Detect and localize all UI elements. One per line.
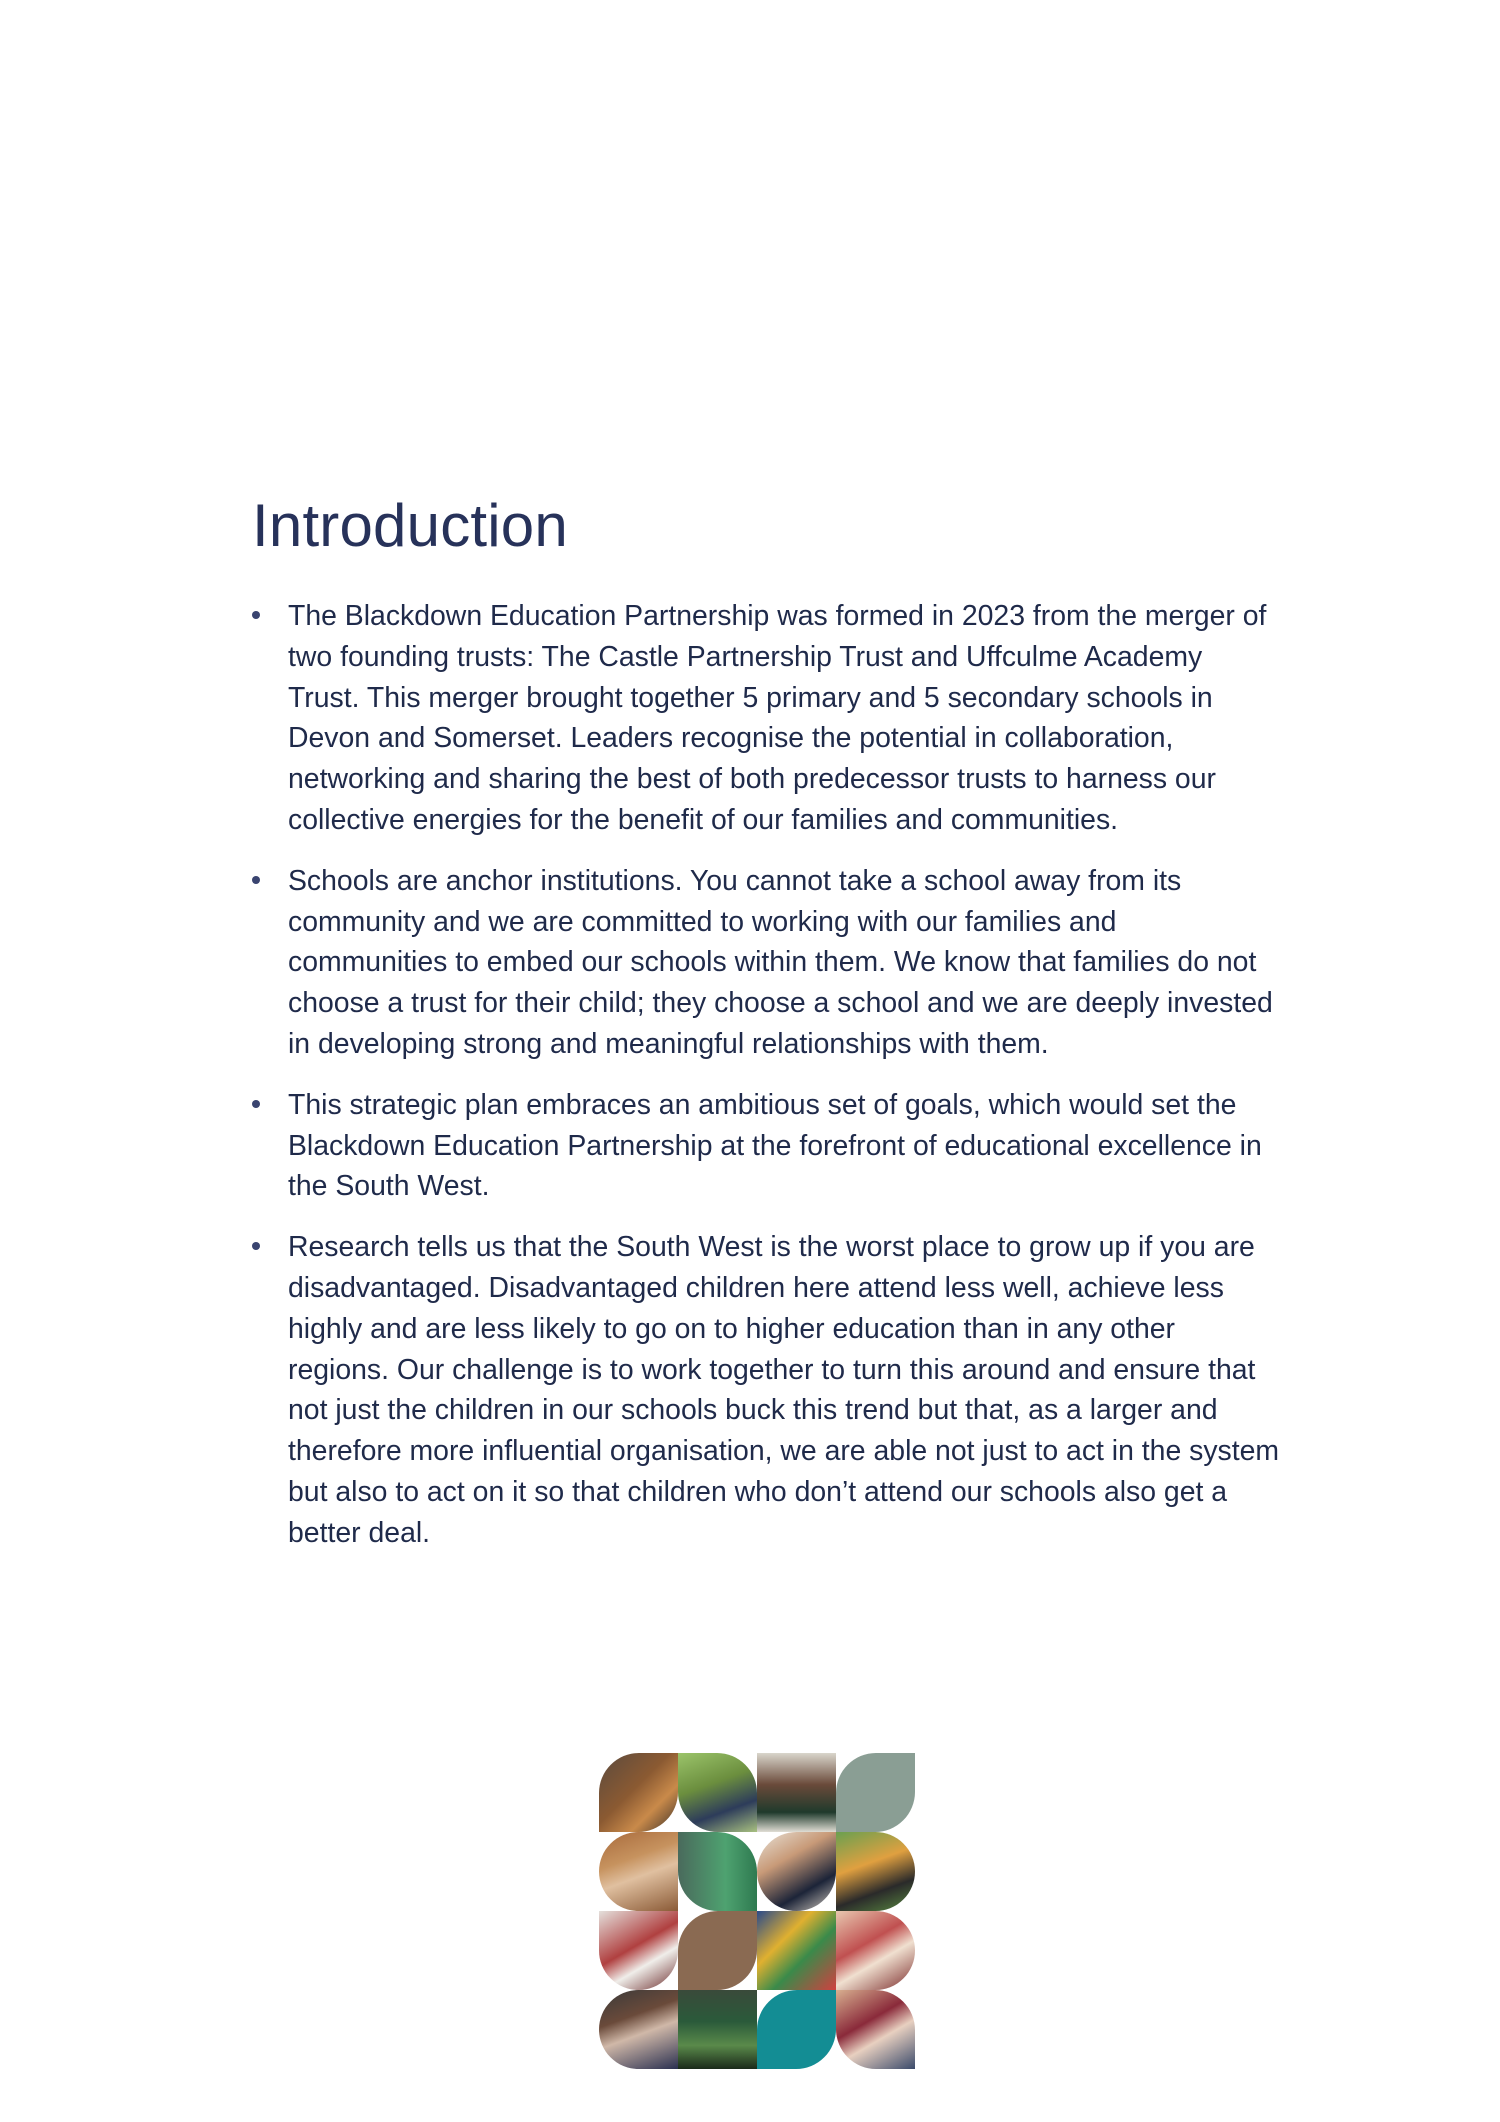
bullet-icon [252, 611, 260, 619]
photo-mosaic-logo [599, 1753, 915, 2069]
bullet-icon [252, 1242, 260, 1250]
tile-group-smiling-photo [836, 1990, 915, 2069]
tile-brown [678, 1911, 757, 1990]
list-item-text: The Blackdown Education Partnership was formed in 2023 from the merger of two founding trusts: The Castle Partnership Trust and Uffculme Academy Trust. This merger brought together 5 primary and 5 secondary schools in Devon and Somerset. Leaders recognise the potential in collaboration, networking and sharing the best of both predecessor trusts to harness our collective energies for the benefit of our families and communities. [288, 600, 1267, 836]
tile-children-reading-photo [836, 1911, 915, 1990]
list-item-text: This strategic plan embraces an ambitious set of goals, which would set the Blackdown Education Partnership at the forefront of educational excellence in the South West. [288, 1088, 1262, 1203]
bullet-icon [252, 1100, 260, 1108]
tile-field-photo [678, 1990, 757, 2069]
tile-violin-photo [599, 1753, 678, 1832]
tile-teal [757, 1990, 836, 2069]
list-item-text: Research tells us that the South West is the worst place to grow up if you are disadvantaged. Disadvantaged children here attend less well, achieve less highly and are less likely to go on to higher education than in any other regions. Our challenge is to work together to turn this around and ensure that not just the children in our schools buck this trend but that, as a larger and therefore more influential organisation, we are able not just to act in the system but also to act on it so that children who don’t attend our schools also get a better deal. [288, 1231, 1280, 1549]
tile-boy-smiling-photo [757, 1832, 836, 1911]
list-item [252, 861, 1280, 1065]
list-item [252, 596, 1280, 841]
tile-outdoor-photo [678, 1753, 757, 1832]
introduction-bullet-list [252, 596, 1280, 1574]
tile-girls-portrait-photo [599, 1990, 678, 2069]
list-item [252, 1085, 1280, 1207]
bullet-icon [252, 876, 260, 884]
page-title: Introduction [252, 492, 568, 559]
list-item-text: Schools are anchor institutions. You cannot take a school away from its community and we are committed to working with our families and communities to embed our schools within them. We know that families do not choose a trust for their child; they choose a school and we are deeply invested in developing strong and meaningful relationships with them. [288, 864, 1273, 1060]
tile-green-gradient [678, 1832, 757, 1911]
tile-sports-photo [836, 1832, 915, 1911]
tile-classroom-photo [599, 1911, 678, 1990]
tile-student-portrait-photo [757, 1753, 836, 1832]
tile-sage-green [836, 1753, 915, 1832]
tile-girl-portrait-photo [599, 1832, 678, 1911]
tile-lego-photo [757, 1911, 836, 1990]
list-item [252, 1227, 1280, 1553]
